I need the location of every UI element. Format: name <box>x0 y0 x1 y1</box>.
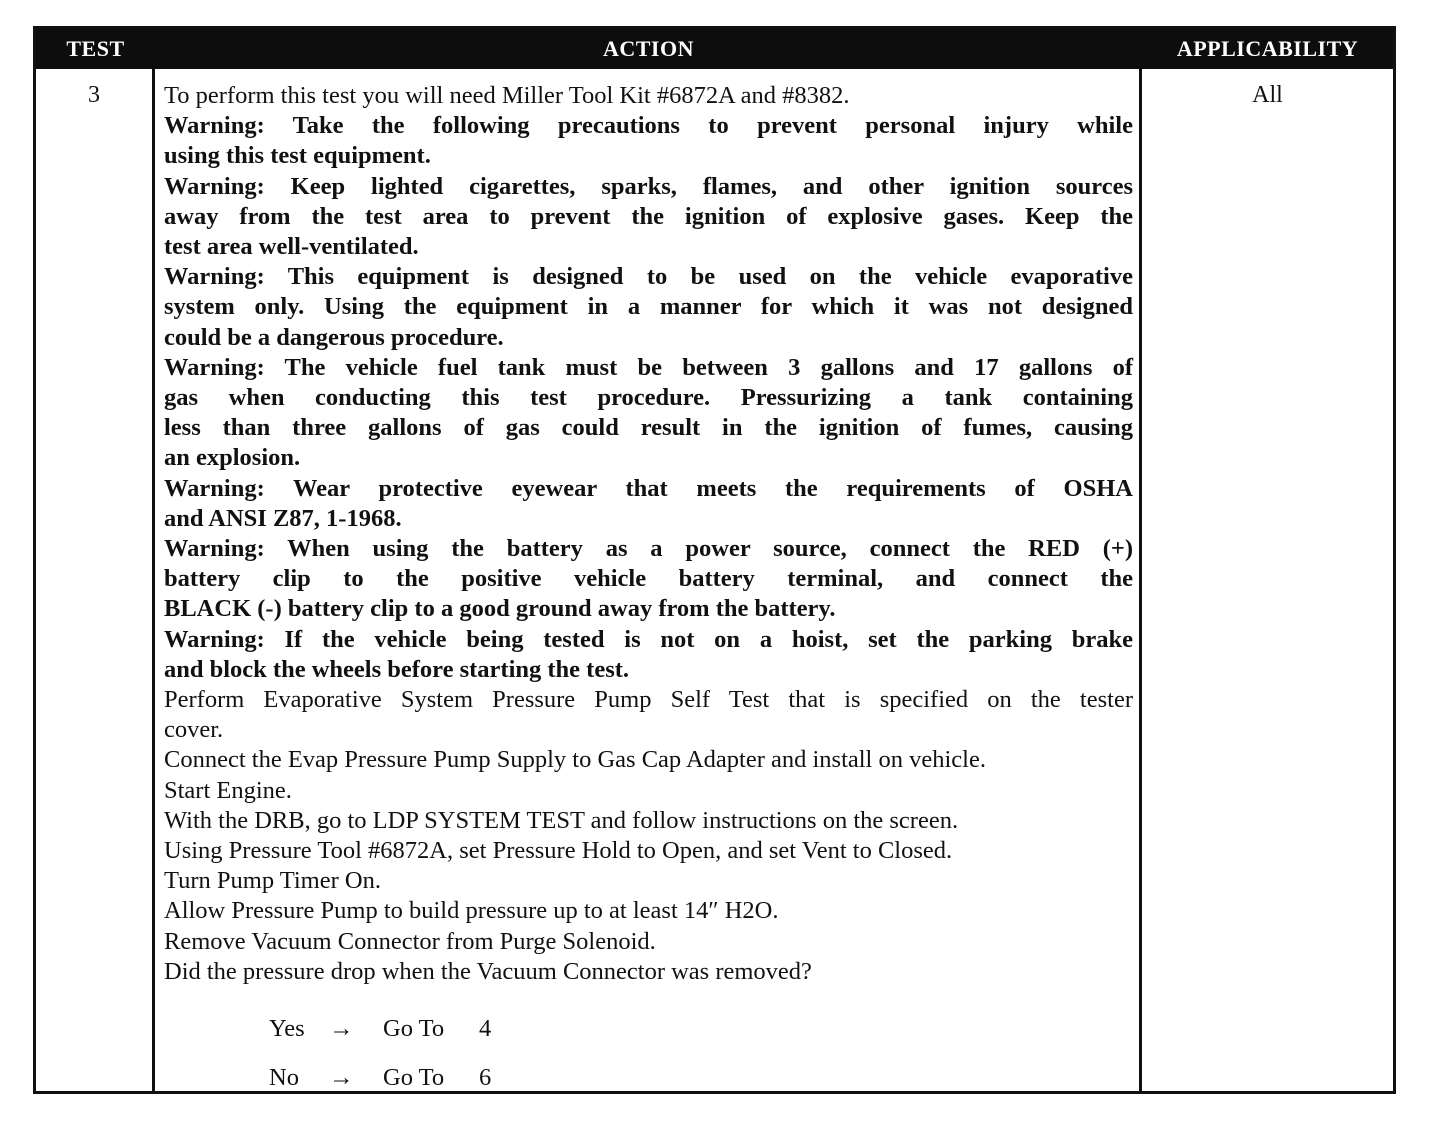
warning-line: using this test equipment. <box>164 142 431 170</box>
warning-line: could be a dangerous procedure. <box>164 323 504 351</box>
instruction-line: Did the pressure drop when the Vacuum Connector was removed? <box>164 957 812 985</box>
test-number-cell <box>36 69 155 1091</box>
choice-row <box>269 1054 1133 1091</box>
choice-goto: Go To <box>383 1015 445 1043</box>
applicability-cell <box>1142 69 1393 1091</box>
warning-line: away from the test area to prevent the ignition of explosive gases. Keep the <box>164 202 1133 230</box>
instruction-line: Start Engine. <box>164 776 292 804</box>
instruction-line: Perform Evaporative System Pressure Pump Self Test that is specified on the tester <box>164 686 1133 714</box>
warning-line: Warning: If the vehicle being tested is not on a hoist, set the parking brake <box>164 625 1133 653</box>
warning-line: Warning: Wear protective eyewear that meets the requirements of OSHA <box>164 474 1133 502</box>
header-applicability: APPLICABILITY <box>1176 36 1359 61</box>
choice-answer: No <box>269 1064 299 1091</box>
applicability-value: All <box>1252 82 1283 108</box>
instruction-line: To perform this test you will need Miller Tool Kit #6872A and #8382. <box>164 82 850 109</box>
test-number: 3 <box>88 82 100 108</box>
instruction-line: Remove Vacuum Connector from Purge Solenoid. <box>164 927 656 955</box>
warning-line: gas when conducting this test procedure. Pressurizing a tank containing <box>164 384 1133 412</box>
warning-line: Warning: This equipment is designed to be used on the vehicle evaporative <box>164 263 1133 291</box>
choice-row <box>269 1005 1133 1054</box>
instruction-line: With the DRB, go to LDP SYSTEM TEST and follow instructions on the screen. <box>164 806 959 834</box>
choice-target: 6 <box>479 1064 492 1091</box>
warning-line: Warning: When using the battery as a power source, connect the RED (+) <box>164 535 1133 563</box>
arrow-icon: → <box>329 1015 354 1043</box>
header-test: TEST <box>66 36 125 61</box>
warning-line: battery clip to the positive vehicle battery terminal, and connect the <box>164 565 1133 593</box>
table-row <box>36 69 1393 1091</box>
table-header <box>36 29 1393 69</box>
instruction-line: Turn Pump Timer On. <box>164 867 381 895</box>
action-cell <box>155 69 1142 1091</box>
warning-line: Warning: Take the following precautions to prevent personal injury while <box>164 112 1133 140</box>
header-action: ACTION <box>602 36 694 61</box>
answer-choices <box>164 1005 1133 1091</box>
instruction-line: Allow Pressure Pump to build pressure up to at least 14″ H2O. <box>164 897 779 925</box>
warning-line: Warning: The vehicle fuel tank must be between 3 gallons and 17 gallons of <box>164 353 1133 381</box>
action-text <box>164 81 1133 987</box>
choice-answer: Yes <box>269 1015 305 1043</box>
choice-target: 4 <box>479 1015 492 1043</box>
choice-goto: Go To <box>383 1064 445 1091</box>
warning-line: Warning: Keep lighted cigarettes, sparks, flames, and other ignition sources <box>164 172 1133 200</box>
instruction-line: Using Pressure Tool #6872A, set Pressure Hold to Open, and set Vent to Closed. <box>164 837 953 865</box>
test-procedure-table <box>33 26 1396 1094</box>
warning-line: BLACK (-) battery clip to a good ground away from the battery. <box>164 595 836 623</box>
warning-line: test area well-ventilated. <box>164 233 419 261</box>
instruction-line: cover. <box>164 716 224 744</box>
warning-line: an explosion. <box>164 444 301 472</box>
warning-line: less than three gallons of gas could result in the ignition of fumes, causing <box>164 414 1133 442</box>
warning-line: and ANSI Z87, 1-1968. <box>164 504 402 532</box>
warning-line: and block the wheels before starting the test. <box>164 655 630 683</box>
warning-line: system only. Using the equipment in a manner for which it was not designed <box>164 293 1133 321</box>
arrow-icon: → <box>329 1064 354 1091</box>
instruction-line: Connect the Evap Pressure Pump Supply to Gas Cap Adapter and install on vehicle. <box>164 746 986 774</box>
